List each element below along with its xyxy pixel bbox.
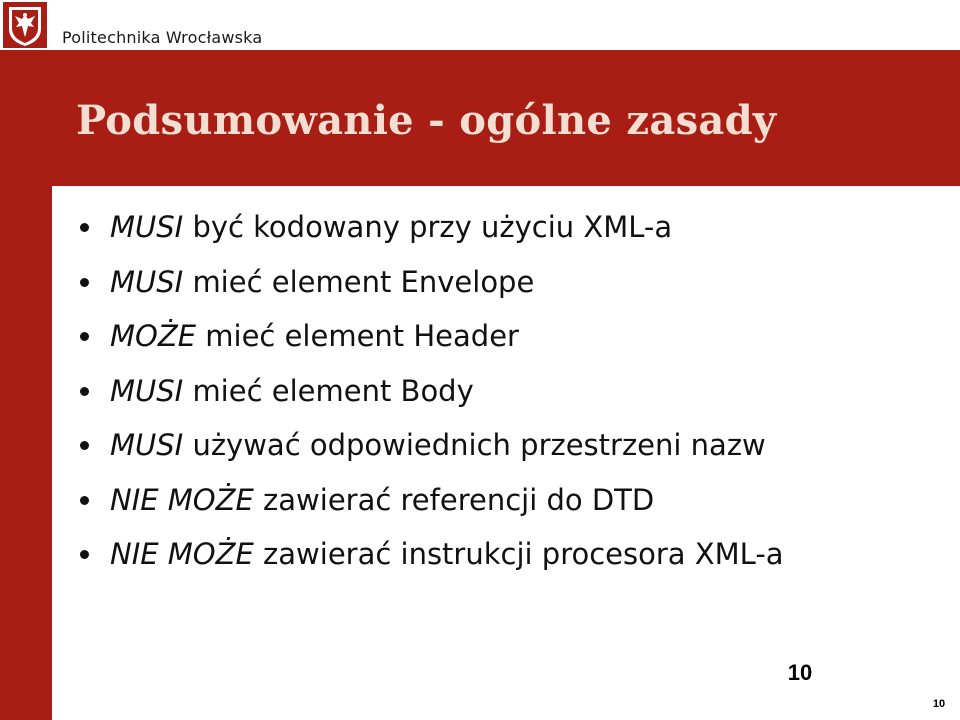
bullet-keyword: NIE MOŻE: [110, 537, 254, 571]
bullet-text: mieć element Body: [192, 373, 474, 408]
bullet-keyword: MUSI: [110, 264, 184, 299]
left-accent-strip: [0, 50, 52, 720]
bullet-dot-icon: [80, 332, 89, 341]
bullet-dot-icon: [80, 496, 89, 505]
bullet-text: mieć element Header: [205, 319, 519, 353]
page-number: 10: [787, 660, 813, 685]
eagle-crest-icon: [3, 2, 47, 48]
bullet-text: zawierać referencji do DTD: [263, 482, 655, 517]
bullet-keyword: MUSI: [110, 428, 184, 462]
bullet-list: [76, 200, 784, 582]
logo-bar: [0, 0, 960, 50]
bullet-dot-icon: [80, 278, 89, 287]
bullet-keyword: MOŻE: [110, 319, 197, 353]
bullet-text: używać odpowiednich przestrzeni nazw: [192, 428, 766, 462]
bullet-item: [76, 200, 784, 255]
bullet-keyword: NIE MOŻE: [110, 482, 254, 517]
bullet-item: [76, 527, 784, 582]
bullet-text: być kodowany przy użyciu XML-a: [192, 210, 673, 244]
institution-name: Politechnika Wrocławska: [62, 28, 263, 47]
slide-title: Podsumowanie - ogólne zasady: [76, 97, 777, 144]
bullet-item: [76, 418, 784, 473]
bullet-dot-icon: [80, 441, 89, 450]
bullet-item: [76, 309, 784, 364]
bullet-item: [76, 255, 784, 310]
bullet-text: mieć element Envelope: [192, 264, 535, 299]
bullet-text: zawierać instrukcji procesora XML-a: [263, 537, 784, 571]
bullet-keyword: MUSI: [110, 210, 184, 244]
bullet-dot-icon: [80, 550, 89, 559]
bullet-item: [76, 473, 784, 528]
bullet-dot-icon: [80, 223, 89, 232]
bullet-dot-icon: [80, 387, 89, 396]
bullet-item: [76, 364, 784, 419]
page-number-small: 10: [932, 698, 946, 710]
bullet-keyword: MUSI: [110, 373, 184, 408]
